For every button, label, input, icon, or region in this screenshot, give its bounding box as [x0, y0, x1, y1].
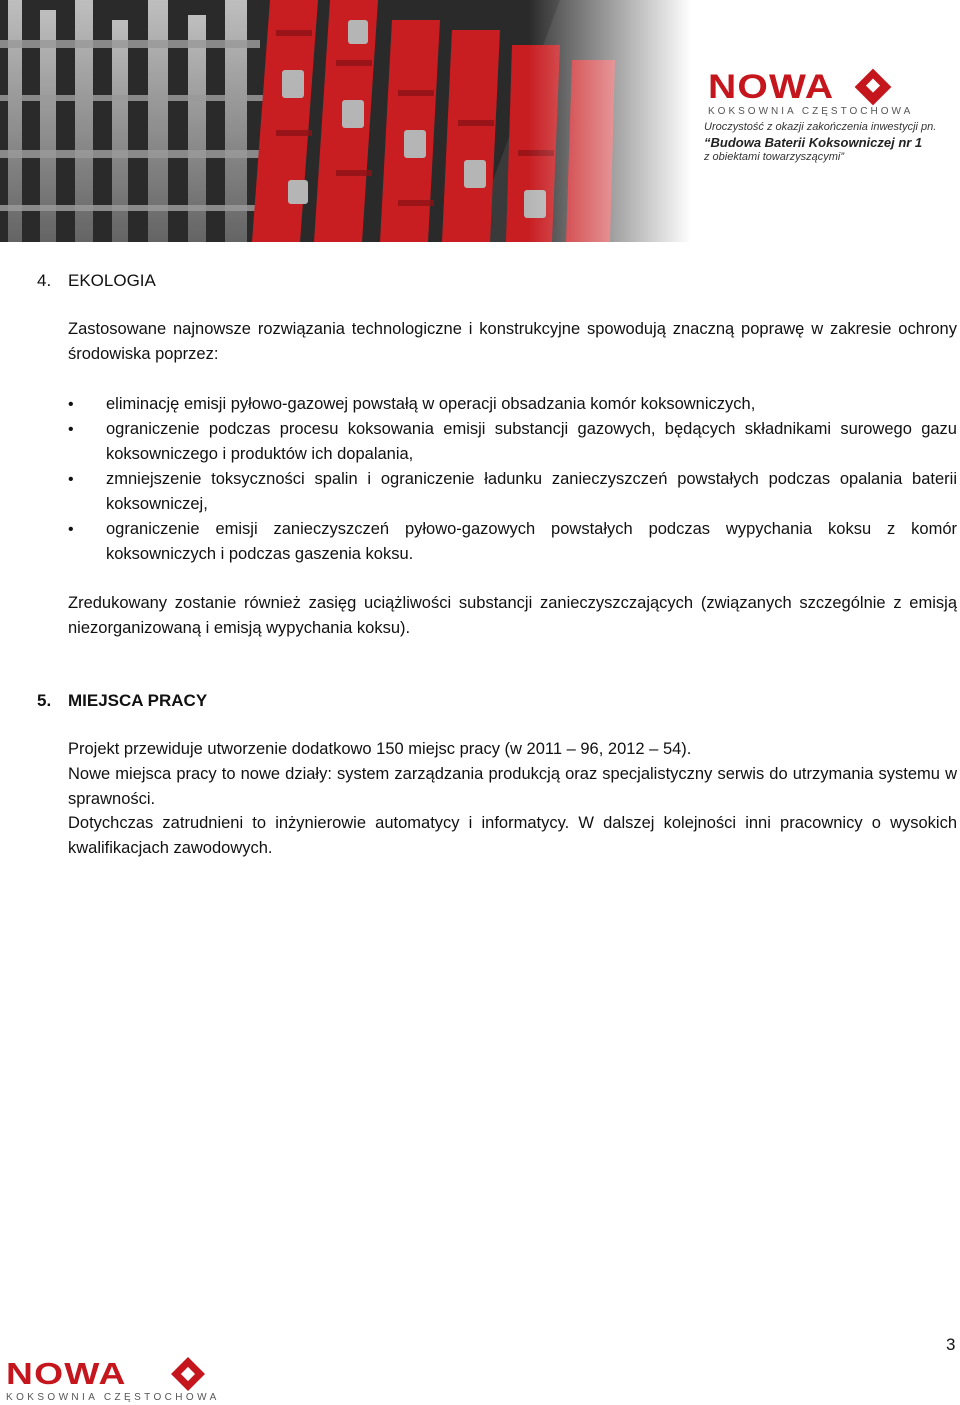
event-line-3: z obiektami towarzyszącymi”	[704, 151, 844, 163]
section-5-paragraph-3: Dotychczas zatrudnieni to inżynierowie automatycy i informatycy. W dalszej kolejności inni pracownicy o wysokich kwalifikacjach zawodowych.	[68, 814, 957, 857]
ecology-bullet-list	[68, 392, 957, 567]
list-item: • zmniejszenie toksyczności spalin i ograniczenie ładunku zanieczyszczeń powstałych podczas opalania baterii koksowniczej,	[68, 467, 957, 517]
brand-name: NOWA	[708, 68, 835, 106]
brand-diamond-icon	[855, 69, 892, 106]
section-title: MIEJSCA PRACY	[68, 691, 208, 710]
event-line-1: Uroczystość z okazji zakończenia inwestycji pn.	[704, 121, 937, 133]
section-5-heading	[37, 688, 207, 713]
section-5-paragraph-2: Nowe miejsca pracy to nowe działy: system zarządzania produkcją oraz specjalistyczny serwis do utrzymania systemu w sprawności.	[68, 765, 957, 808]
event-line-2: “Budowa Baterii Koksowniczej nr 1	[704, 135, 923, 150]
footer-brand-name: NOWA	[6, 1356, 127, 1391]
header-banner	[0, 0, 960, 242]
section-4-heading	[37, 268, 156, 293]
page-number: 3	[946, 1335, 956, 1354]
section-title: EKOLOGIA	[68, 271, 156, 290]
section-4-closing: Zredukowany zostanie również zasięg uciążliwości substancji zanieczyszczających (związanych szczególnie z emisją niezorganizowaną i emisją wypychania koksu).	[68, 594, 957, 637]
event-caption	[704, 120, 954, 165]
list-item: • ograniczenie podczas procesu koksowania emisji substancji gazowych, będących składnikami surowego gazu koksowniczego i produktów ich dopalania,	[68, 417, 957, 467]
brand-subtitle: KOKSOWNIA CZĘSTOCHOWA	[708, 106, 914, 117]
list-item: • ograniczenie emisji zanieczyszczeń pyłowo-gazowych powstałych podczas wypychania koksu z komór koksowniczych i podczas gaszenia koksu.	[68, 517, 957, 567]
footer-diamond-icon	[171, 1357, 205, 1391]
section-number: 5.	[37, 691, 52, 710]
list-item: • eliminację emisji pyłowo-gazowej powstałą w operacji obsadzania komór koksowniczych,	[68, 392, 957, 417]
section-number: 4.	[37, 271, 52, 290]
footer-logo	[6, 1358, 246, 1404]
section-5-paragraph-1: Projekt przewiduje utworzenie dodatkowo 150 miejsc pracy (w 2011 – 96, 2012 – 54).	[68, 740, 692, 758]
footer-brand-subtitle: KOKSOWNIA CZĘSTOCHOWA	[6, 1392, 220, 1403]
header-brand-logo	[708, 70, 948, 117]
section-4-intro: Zastosowane najnowsze rozwiązania technologiczne i konstrukcyjne spowodują znaczną poprawę w zakresie ochrony środowiska poprzez:	[68, 320, 957, 363]
